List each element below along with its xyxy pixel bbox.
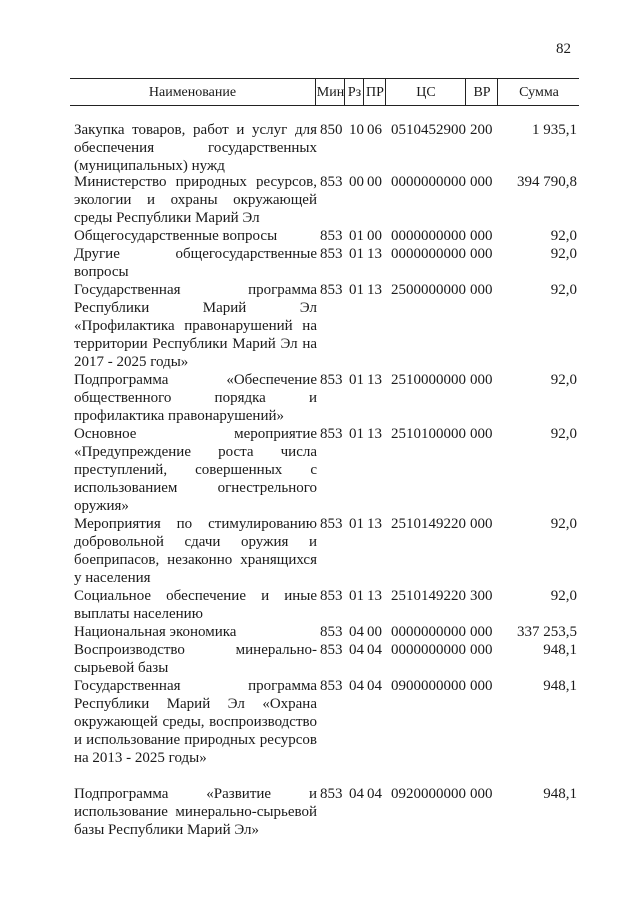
table-row xyxy=(0,515,640,587)
row-sum: 92,0 xyxy=(550,228,577,244)
row-name: Закупка товаров, работ и услуг для обеспечения государственных (муниципальных) нужд xyxy=(74,122,317,174)
row-cs: 2510149220 xyxy=(391,516,466,532)
row-min: 853 xyxy=(320,786,343,802)
row-name: Воспроизводство минерально-сырьевой базы xyxy=(74,642,317,676)
row-min: 853 xyxy=(320,174,343,190)
row-pr: 06 xyxy=(367,122,382,138)
row-name: Социальное обеспечение и иные выплаты населению xyxy=(74,588,317,622)
row-cs: 0000000000 xyxy=(391,228,466,244)
row-vr: 000 xyxy=(470,372,493,388)
row-cs: 0900000000 xyxy=(391,678,466,694)
row-pr: 13 xyxy=(367,426,382,442)
row-min: 853 xyxy=(320,624,343,640)
page-number: 82 xyxy=(556,41,571,57)
row-rz: 04 xyxy=(349,624,364,640)
row-rz: 01 xyxy=(349,282,364,298)
row-name: Министерство природных ресурсов, экологии и охраны окружающей среды Республики Марий Эл xyxy=(74,174,317,226)
row-name: Общегосударственные вопросы xyxy=(74,228,278,244)
table-row xyxy=(0,281,640,371)
row-min: 853 xyxy=(320,642,343,658)
row-cs: 2510100000 xyxy=(391,426,466,442)
row-min: 853 xyxy=(320,372,343,388)
row-sum: 92,0 xyxy=(550,282,577,298)
row-cs: 0000000000 xyxy=(391,246,466,262)
row-name: Национальная экономика xyxy=(74,624,237,640)
row-sum: 337 253,5 xyxy=(517,624,577,640)
row-rz: 01 xyxy=(349,372,364,388)
row-vr: 200 xyxy=(470,122,493,138)
row-min: 853 xyxy=(320,228,343,244)
row-vr: 000 xyxy=(470,246,493,262)
row-min: 853 xyxy=(320,282,343,298)
row-sum: 92,0 xyxy=(550,372,577,388)
table-row xyxy=(0,641,640,677)
row-cs: 0000000000 xyxy=(391,624,466,640)
row-cs: 0000000000 xyxy=(391,642,466,658)
row-vr: 000 xyxy=(470,624,493,640)
row-name: Другие общегосударственные вопросы xyxy=(74,246,317,280)
table-row xyxy=(0,677,640,785)
header-min: Мин xyxy=(315,79,345,105)
row-cs: 2510000000 xyxy=(391,372,466,388)
table-row xyxy=(0,785,640,857)
row-sum: 948,1 xyxy=(543,786,577,802)
row-vr: 000 xyxy=(470,174,493,190)
table-row xyxy=(0,245,640,281)
row-pr: 13 xyxy=(367,372,382,388)
row-pr: 13 xyxy=(367,516,382,532)
row-name: Государственная программа Республики Марий Эл «Профилактика правонарушений на территории Республики Марий Эл на 2017 - 2025 годы» xyxy=(74,282,317,370)
row-min: 850 xyxy=(320,122,343,138)
row-sum: 92,0 xyxy=(550,426,577,442)
row-min: 853 xyxy=(320,246,343,262)
row-vr: 000 xyxy=(470,678,493,694)
table-header xyxy=(70,78,579,106)
row-pr: 04 xyxy=(367,786,382,802)
row-pr: 13 xyxy=(367,246,382,262)
header-vr: ВР xyxy=(465,79,498,105)
row-cs: 0920000000 xyxy=(391,786,466,802)
row-sum: 948,1 xyxy=(543,678,577,694)
row-rz: 04 xyxy=(349,642,364,658)
row-pr: 13 xyxy=(367,588,382,604)
row-pr: 04 xyxy=(367,642,382,658)
row-vr: 000 xyxy=(470,282,493,298)
table-row xyxy=(0,587,640,623)
row-name: Мероприятия по стимулированию добровольной сдачи оружия и боеприпасов, незаконно хранящихся у населения xyxy=(74,516,317,586)
row-cs: 0510452900 xyxy=(391,122,466,138)
row-sum: 92,0 xyxy=(550,516,577,532)
row-min: 853 xyxy=(320,678,343,694)
row-rz: 01 xyxy=(349,588,364,604)
row-vr: 000 xyxy=(470,642,493,658)
table-row xyxy=(0,173,640,227)
row-min: 853 xyxy=(320,588,343,604)
table-row xyxy=(0,425,640,515)
header-rz: Рз xyxy=(344,79,364,105)
row-vr: 300 xyxy=(470,588,493,604)
row-pr: 04 xyxy=(367,678,382,694)
row-pr: 00 xyxy=(367,174,382,190)
row-vr: 000 xyxy=(470,228,493,244)
row-rz: 01 xyxy=(349,246,364,262)
row-rz: 00 xyxy=(349,174,364,190)
row-name: Подпрограмма «Развитие и использование минерально-сырьевой базы Республики Марий Эл» xyxy=(74,786,317,838)
row-min: 853 xyxy=(320,516,343,532)
row-rz: 01 xyxy=(349,426,364,442)
row-min: 853 xyxy=(320,426,343,442)
row-sum: 92,0 xyxy=(550,246,577,262)
row-sum: 1 935,1 xyxy=(532,122,577,138)
row-cs: 2500000000 xyxy=(391,282,466,298)
row-rz: 04 xyxy=(349,786,364,802)
row-pr: 13 xyxy=(367,282,382,298)
row-pr: 00 xyxy=(367,624,382,640)
row-vr: 000 xyxy=(470,426,493,442)
row-sum: 948,1 xyxy=(543,642,577,658)
row-name: Государственная программа Республики Марий Эл «Охрана окружающей среды, воспроизводство и использование природных ресурсов на 2013 - 2025 годы» xyxy=(74,678,317,766)
table-row xyxy=(0,121,640,173)
row-pr: 00 xyxy=(367,228,382,244)
table-row xyxy=(0,227,640,245)
header-name: Наименование xyxy=(148,85,237,100)
row-cs: 2510149220 xyxy=(391,588,466,604)
row-rz: 01 xyxy=(349,516,364,532)
header-sum: Сумма xyxy=(497,79,580,105)
row-rz: 04 xyxy=(349,678,364,694)
row-rz: 01 xyxy=(349,228,364,244)
table-row xyxy=(0,623,640,641)
row-sum: 92,0 xyxy=(550,588,577,604)
row-rz: 10 xyxy=(349,122,364,138)
row-name: Подпрограмма «Обеспечение общественного порядка и профилактика правонарушений» xyxy=(74,372,317,424)
row-cs: 0000000000 xyxy=(391,174,466,190)
header-pr: ПР xyxy=(363,79,386,105)
budget-table-body xyxy=(0,121,640,857)
table-row xyxy=(0,371,640,425)
row-vr: 000 xyxy=(470,786,493,802)
row-name: Основное мероприятие «Предупреждение роста числа преступлений, совершенных с использованием огнестрельного оружия» xyxy=(74,426,317,514)
header-cs: ЦС xyxy=(385,79,466,105)
row-sum: 394 790,8 xyxy=(517,174,577,190)
row-vr: 000 xyxy=(470,516,493,532)
